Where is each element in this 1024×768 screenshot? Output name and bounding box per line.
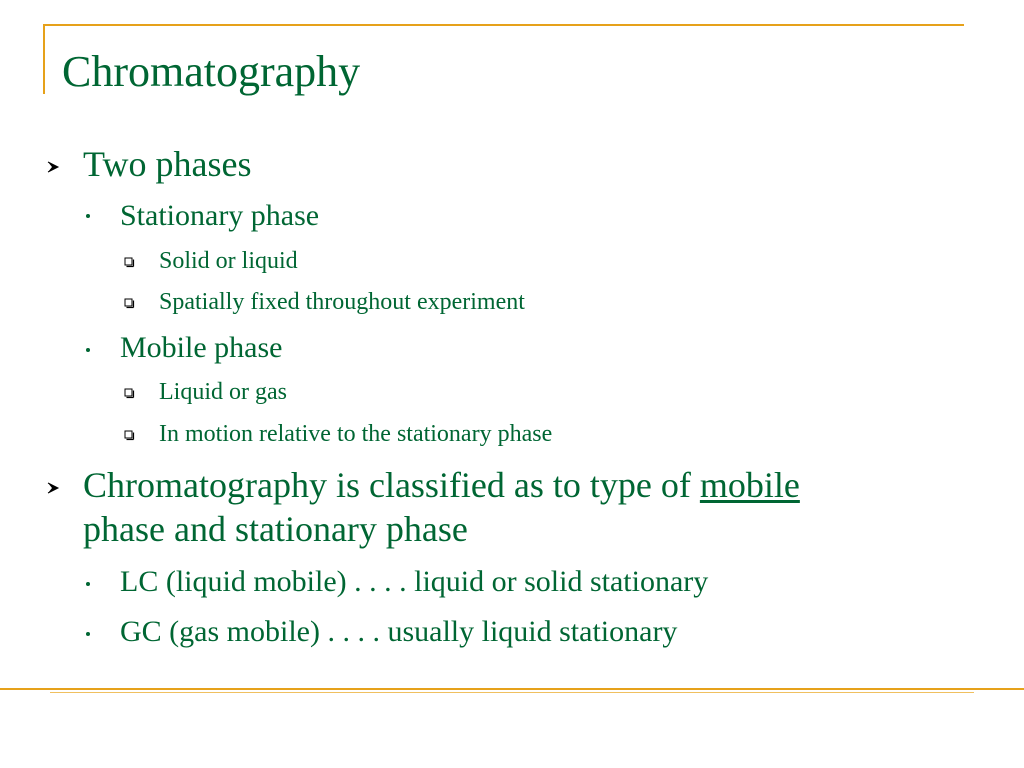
box-bullet-icon bbox=[124, 430, 135, 441]
slide-title: Chromatography bbox=[62, 47, 361, 96]
bullet-stationary-phase: Stationary phase bbox=[120, 199, 320, 232]
dot-bullet-icon bbox=[86, 582, 90, 586]
bullet-two-phases: Two phases bbox=[83, 144, 252, 184]
mobile-underlined-word: mobile bbox=[699, 465, 800, 505]
sub-bullet-solid-or-liquid: Solid or liquid bbox=[159, 248, 298, 274]
box-bullet-icon bbox=[124, 257, 135, 268]
classification-text: Chromatography is classified as to type of bbox=[83, 465, 700, 505]
bullet-lc: LC (liquid mobile) . . . . liquid or solid stationary bbox=[120, 565, 709, 598]
title-accent-line-left bbox=[43, 24, 45, 94]
dot-bullet-icon bbox=[86, 632, 90, 636]
bullet-classification bbox=[83, 463, 800, 507]
bullet-gc: GC (gas mobile) . . . . usually liquid stationary bbox=[120, 615, 678, 648]
sub-bullet-in-motion: In motion relative to the stationary phase bbox=[159, 421, 553, 447]
arrow-bullet-icon bbox=[45, 157, 67, 177]
box-bullet-icon bbox=[124, 388, 135, 399]
footer-accent-line bbox=[0, 688, 1024, 690]
bullet-mobile-phase: Mobile phase bbox=[120, 331, 283, 364]
sub-bullet-liquid-or-gas: Liquid or gas bbox=[159, 379, 287, 405]
dot-bullet-icon bbox=[86, 214, 90, 218]
arrow-bullet-icon bbox=[45, 478, 67, 498]
footer-accent-line-secondary bbox=[50, 692, 974, 693]
title-accent-line-top bbox=[43, 24, 964, 26]
dot-bullet-icon bbox=[86, 348, 90, 352]
sub-bullet-spatially-fixed: Spatially fixed throughout experiment bbox=[159, 289, 525, 315]
bullet-classification-continued: phase and stationary phase bbox=[83, 509, 468, 549]
box-bullet-icon bbox=[124, 298, 135, 309]
